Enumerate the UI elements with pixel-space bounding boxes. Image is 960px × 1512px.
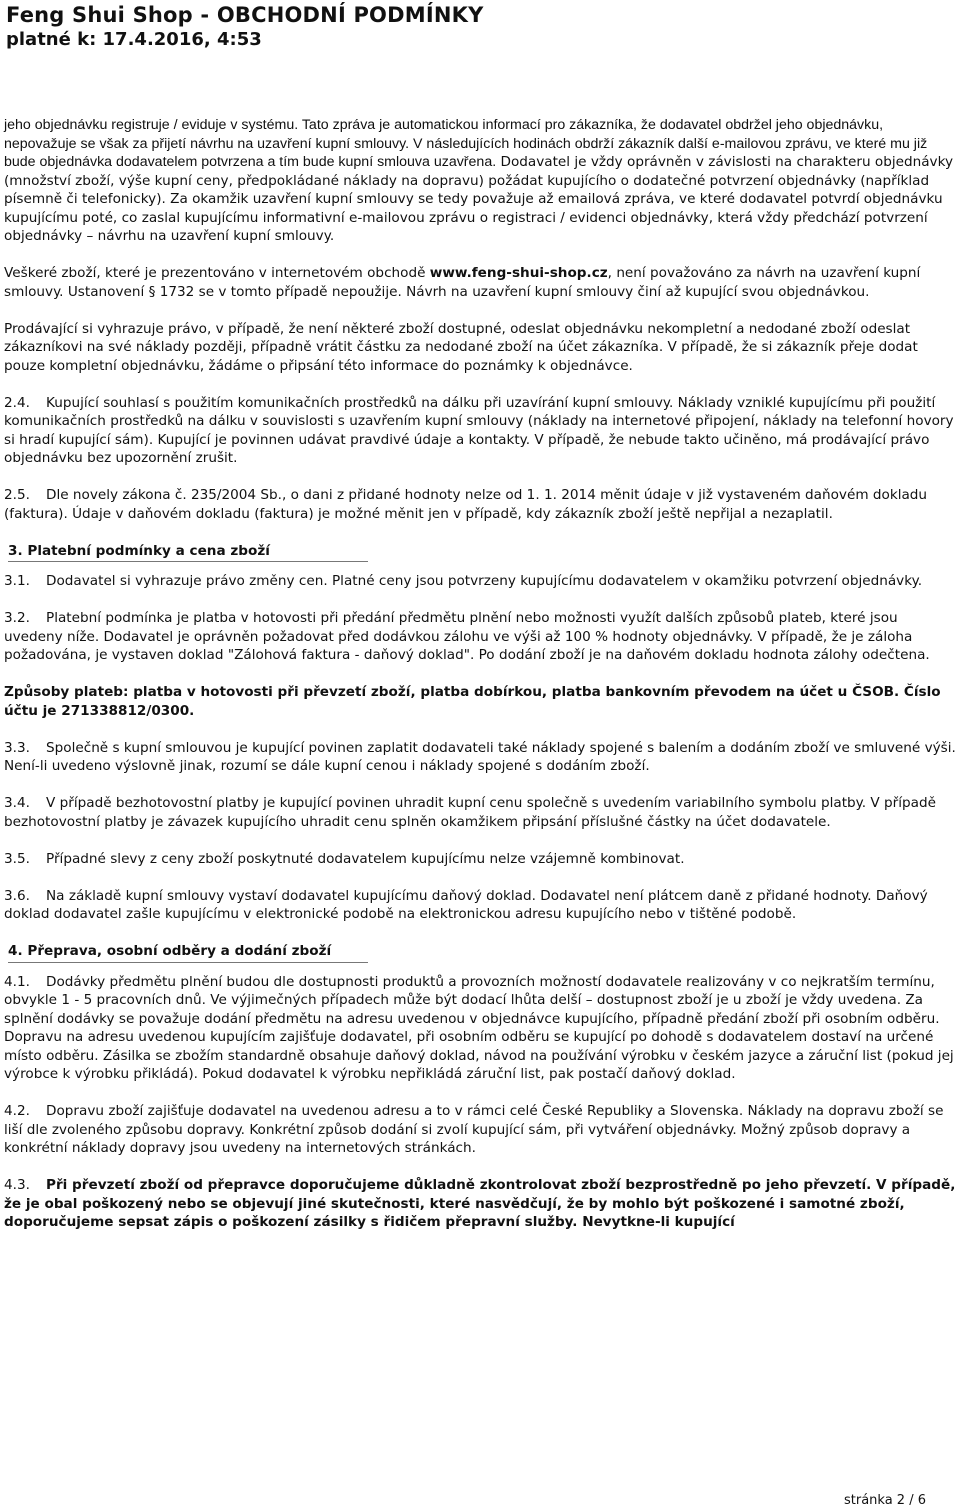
clause-text: Dle novely zákona č. 235/2004 Sb., o dani z přidané hodnoty nelze od 1. 1. 2014 měnit údaje v již vystaveném daňovém dokladu (faktura). Údaje v daňovém dokladu (faktura) je možné měnit jen v případě, kdy zákazník zboží ještě nepřijal a nezaplatil.: [4, 487, 928, 522]
clause-3-6: [4, 887, 956, 924]
clause-text: Platební podmínka je platba v hotovosti při předání předmětu plnění nebo možnosti využít dalších způsobů plateb, které jsou uvedeny níže. Dodavatel je oprávněn požadovat před dodávkou zálohu ve výši až 100 % hodnoty objednávky. V případě, že je záloha požadována, je vystaven doklad "Zálohová faktura - daňový doklad". Po dodání zboží je na daňovém dokladu hodnota zálohy odečtena.: [4, 610, 930, 663]
section-3-heading-text: 3. Platební podmínky a cena zboží: [8, 542, 368, 563]
clause-text: Kupující souhlasí s použitím komunikačních prostředků na dálku při uzavírání kupní smlouvy. Náklady vzniklé kupujícímu při použití komunikačních prostředků na dálku v souvislosti s uzavřením kupní smlouvy (náklady na internetové připojení, náklady na telefonní hovory si hradí kupující sám). Kupující je povinnen udávat pravdivé údaje a kontakty. V případě, že nebude takto učiněno, má prodávající právo objednávku bez upozornění zrušit.: [4, 394, 954, 466]
clause-2-5: [4, 486, 956, 523]
clause-text: Na základě kupní smlouvy vystaví dodavatel kupujícímu daňový doklad. Dodavatel není plátcem daně z přidané hodnoty. Daňový doklad dodavatel zašle kupujícímu v elektronické podobě na elektronickou adresu kupujícího nebo v tištěné podobě.: [4, 887, 928, 922]
clause-text: Při převzetí zboží od přepravce doporučujeme důkladně zkontrolovat zboží bezprostředně po jeho převzetí. V případě, že je obal poškozený nebo se objevují jiné skutečnosti, které nasvědčují, že by mohlo být poškozené i samotné zboží, doporučujeme sepsat zápis o poškození zásilky s řidičem přepravní služby. Nevytkne-li kupující: [4, 1177, 956, 1230]
clause-number: 4.1.: [4, 973, 30, 990]
intro-text-sans: jeho objednávku registruje / eviduje v systému. Tato zpráva je automatickou informací pro zákazníka, že dodavatel obdržel jeho objednávku, nepovažuje se však za přijetí návrhu na uzavření kupní smlouvy. V následujících hodinách obdrží zákazník další e-mailovou zprávu, ve které mu již bude objednávka dodavatelem potvrzena a tím bude kupní smlouva uzavřena.: [4, 117, 928, 170]
clause-text: Dodávky předmětu plnění budou dle dostupnosti produktů a provozních možností dodavatele realizovány v co nejkratším termínu, obvykle 1 - 5 pracovních dnů. Ve výjimečných případech může být dodací lhůta delší – dostupnost zboží je u zboží je vždy uvedena. Za splnění dodávky se považuje dodání předmětu na adresu uvedenou v objednávce kupujícího, případně předání zboží při osobním odběru. Dopravu na adresu uvedenou kupujícím zajišťuje dodavatel, při osobním odběru se kupující po dohodě s dodavatelem dostaví na určené místo odběru. Zásilka se zbožím standardně obsahuje daňový doklad, návod na používání výrobku v českém jazyce a záruční list (pokud jej výrobce k výrobku přikládá). Pokud dodavatel k výrobku nepřikládá záruční list, pak postačí daňový doklad.: [4, 973, 954, 1082]
clause-text: Případné slevy z ceny zboží poskytnuté dodavatelem kupujícímu nelze vzájemně kombinovat.: [46, 850, 685, 867]
clause-text: Dodavatel si vyhrazuje právo změny cen. Platné ceny jsou potvrzeny kupujícímu dodavatelem v okamžiku potvrzení objednávky.: [46, 573, 923, 589]
payment-methods: Způsoby plateb: platba v hotovosti při převzetí zboží, platba dobírkou, platba bankovním převodem na účet u ČSOB. Číslo účtu je 271338812/0300.: [4, 684, 941, 719]
clause-number: 4.3.: [4, 1177, 30, 1193]
section-3-heading: [4, 542, 956, 563]
document-header: [6, 2, 484, 52]
clause-number: 3.2.: [4, 610, 30, 626]
clause-3-5: [4, 850, 956, 869]
goods-text-after: , není považováno za návrh na uzavření kupní smlouvy. Ustanovení § 1732 se v tomto případě nepoužije. Návrh na uzavření kupní smlouvy činí až kupující svou objednávkou.: [4, 265, 921, 300]
clause-text: V případě bezhotovostní platby je kupující povinen uhradit kupní cenu společně s uvedením variabilního symbolu platby. V případě bezhotovostní platby je závazek kupujícího uhradit cenu splněn okamžikem připsání příslušné částky na účet dodavatele.: [4, 795, 936, 830]
clause-number: 3.1.: [4, 573, 30, 589]
clause-3-3: [4, 739, 956, 776]
clause-3-1: [4, 572, 956, 591]
clause-number: 3.3.: [4, 739, 30, 756]
clause-number: 3.5.: [4, 850, 30, 867]
clause-number: 3.6.: [4, 887, 30, 904]
terms-content: [4, 116, 956, 1250]
clause-2-4: [4, 394, 956, 468]
clause-number: 4.2.: [4, 1103, 30, 1119]
clause-4-3: [4, 1176, 956, 1232]
intro-text-continued: Dodavatel je vždy oprávněn v závislosti na charakteru objednávky (množství zboží, výše kupní ceny, předpokládané náklady na dopravu) požádat kupujícího o dodatečné potvrzení objednávky (například písemně či telefonicky). Za okamžik uzavření kupní smlouvy se tedy považuje až emailová zpráva, ve které dodavatel potvrdí objednávku kupujícímu poté, co zaslal kupujícímu informativní e-mailovou zprávu o registraci / evidenci objednávky, která vždy předchází potvrzení objednávky – návrhu na uzavření kupní smlouvy.: [4, 154, 954, 244]
clause-text: Dopravu zboží zajišťuje dodavatel na uvedenou adresu a to v rámci celé České Republiky a Slovenska. Náklady na dopravu zboží se liší dle zvoleného způsobu dopravy. Konkrétní způsob dodání si zvolí kupující sám, při vytváření objednávky. Možný způsob dopravy a konkrétní náklady dopravy jsou uvedeny na internetových stránkách.: [4, 1103, 944, 1156]
goods-paragraph: [4, 264, 956, 301]
clause-number: 2.4.: [4, 394, 30, 411]
clause-4-2: [4, 1102, 956, 1158]
seller-rights-paragraph: Prodávající si vyhrazuje právo, v případě, že není některé zboží dostupné, odeslat objednávku nekompletní a nedodané zboží odeslat zákazníkovi na své náklady později, případně vrátit částku za nedodané zboží na účet zákazníka. V případě, že si zákazník přeje dodat pouze kompletní objednávku, žádáme o připsání této informace do poznámky k objednávce.: [4, 320, 918, 374]
clause-text: Společně s kupní smlouvou je kupující povinen zaplatit dodavateli také náklady spojené s balením a dodáním zboží ve smluvené výši. Není-li uvedeno výslovně jinak, rozumí se dále kupní cenou i náklady spojené s dodáním zboží.: [4, 739, 956, 774]
intro-paragraph: [4, 116, 956, 246]
clause-3-2: [4, 609, 956, 665]
clause-number: 3.4.: [4, 795, 30, 811]
section-4-heading: [4, 942, 956, 963]
shop-website: www.feng-shui-shop.cz: [429, 265, 608, 281]
clause-3-4: [4, 794, 956, 831]
document-valid-date: platné k: 17.4.2016, 4:53: [6, 29, 262, 50]
goods-text-before: Veškeré zboží, které je prezentováno v internetovém obchodě: [4, 265, 430, 281]
page-number: stránka 2 / 6: [843, 1493, 926, 1508]
clause-4-1: [4, 973, 956, 1084]
section-4-heading-text: 4. Přeprava, osobní odběry a dodání zboží: [8, 942, 368, 963]
clause-number: 2.5.: [4, 487, 30, 503]
document-title: Feng Shui Shop - OBCHODNÍ PODMÍNKY: [6, 3, 484, 27]
